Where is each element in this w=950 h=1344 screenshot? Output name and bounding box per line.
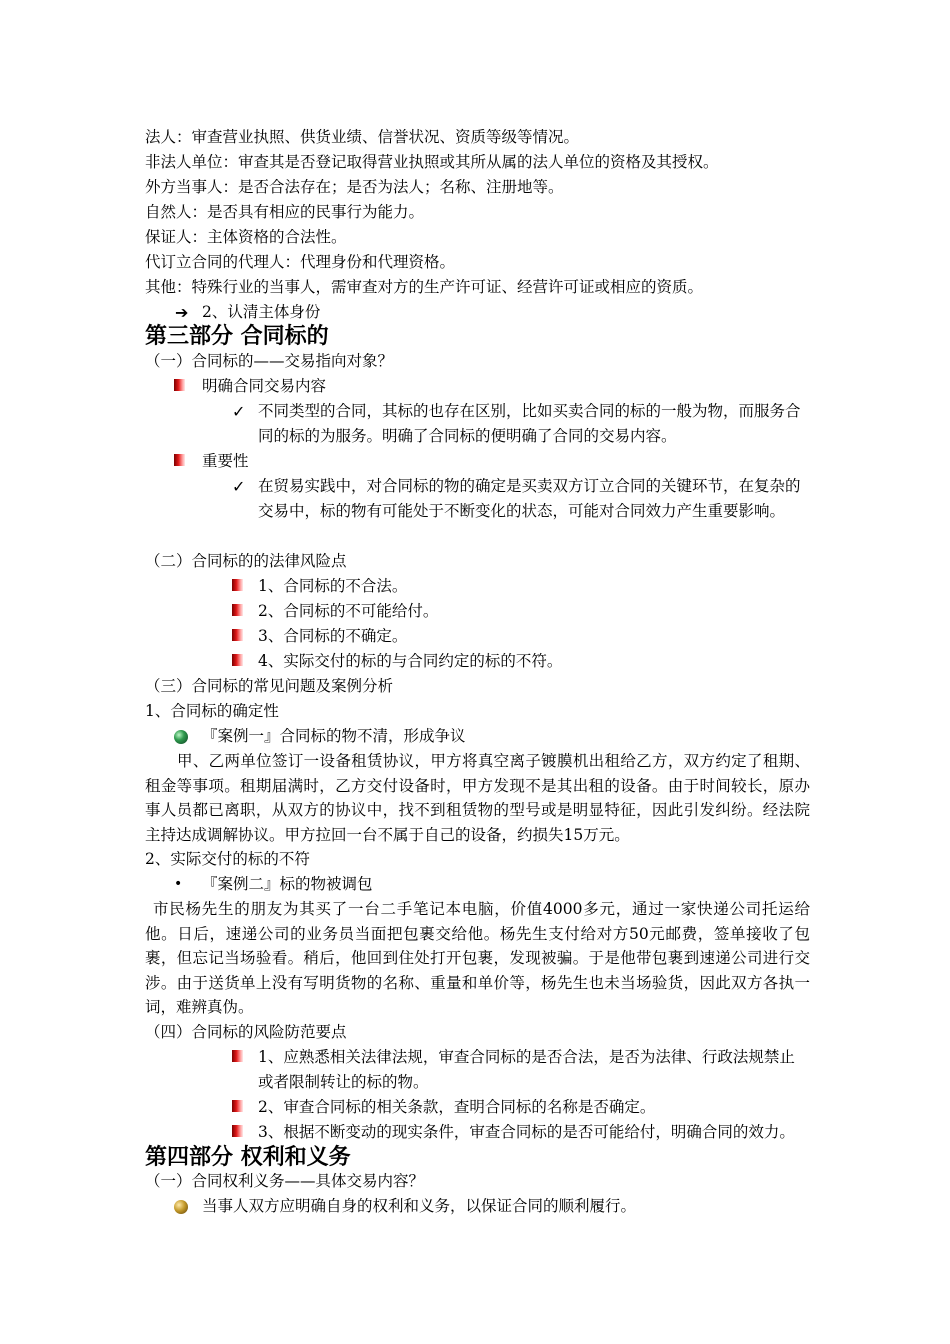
bullet-dot-icon: • [174, 876, 183, 892]
checkmark-icon: ✓ [232, 402, 246, 421]
arrow-right-icon: ➔ [175, 303, 189, 322]
importance-text: 在贸易实践中，对合同标的物的确定是买卖双方订立合同的关键环节，在复杂的交易中，标的物有可能处于不断变化的状态，可能对合同效力产生重要影响。 [258, 477, 801, 520]
subject-item-legal-person: 法人：审查营业执照、供货业绩、信誉状况、资质等级等情况。 [145, 128, 580, 146]
arrow-item: 2、认清主体身份 [202, 303, 321, 321]
part3-section-3: （三）合同标的常见问题及案例分析 [145, 677, 394, 695]
bullet-importance: 重要性 [202, 452, 249, 470]
part4-section-1: （一）合同权利义务——具体交易内容？ [145, 1172, 425, 1190]
prevention-item: 1、应熟悉相关法律法规，审查合同标的是否合法，是否为法律、行政法规禁止或者限制转让的标的物。 [258, 1048, 795, 1091]
part3-section-2: （二）合同标的的法律风险点 [145, 552, 347, 570]
risk-item: 3、合同标的不确定。 [258, 627, 408, 645]
red-square-bullet-icon [232, 654, 243, 666]
question-delivery-mismatch: 2、实际交付的标的不符 [145, 850, 310, 868]
subject-item-natural-person: 自然人：是否具有相应的民事行为能力。 [145, 203, 425, 221]
risk-item: 2、合同标的不可能给付。 [258, 602, 439, 620]
bullet-clarify-content: 明确合同交易内容 [202, 377, 327, 395]
prevention-item: 2、审查合同标的相关条款，查明合同标的名称是否确定。 [258, 1098, 656, 1116]
red-square-bullet-icon [232, 1125, 243, 1137]
red-square-bullet-icon [232, 629, 243, 641]
clarify-content-text: 不同类型的合同，其标的也存在区别，比如买卖合同的标的一般为物，而服务合同的标的为服务。明确了合同标的便明确了合同的交易内容。 [258, 402, 801, 445]
prevention-item: 3、根据不断变动的现实条件，审查合同标的是否可能给付，明确合同的效力。 [258, 1123, 795, 1141]
subject-item-foreign-party: 外方当事人：是否合法存在；是否为法人；名称、注册地等。 [145, 178, 564, 196]
part3-section-4: （四）合同标的风险防范要点 [145, 1023, 347, 1041]
part4-heading: 第四部分 权利和义务 [145, 1145, 351, 1170]
case2-title: 『案例二』标的物被调包 [202, 875, 373, 893]
red-square-bullet-icon [232, 579, 243, 591]
red-square-bullet-icon [174, 454, 185, 466]
red-square-bullet-icon [232, 1100, 243, 1112]
gold-ball-bullet-icon [174, 1200, 188, 1214]
case1-body: 甲、乙两单位签订一设备租赁协议，甲方将真空离子镀膜机出租给乙方，双方约定了租期、租金等事项。租期届满时，乙方交付设备时，甲方发现不是其出租的设备。由于时间较长，原办事人员都已离职，从双方的协议中，找不到租赁物的型号或是明显特征，因此引发纠纷。经法院主持达成调解协议。甲方拉回一台不属于自己的设备，约损失15万元。 [145, 752, 810, 844]
rights-obligations-item: 当事人双方应明确自身的权利和义务，以保证合同的顺利履行。 [202, 1197, 637, 1215]
part3-heading: 第三部分 合同标的 [145, 324, 329, 349]
subject-item-guarantor: 保证人：主体资格的合法性。 [145, 228, 347, 246]
subject-item-agent: 代订立合同的代理人：代理身份和代理资格。 [145, 253, 456, 271]
subject-item-other: 其他：特殊行业的当事人，需审查对方的生产许可证、经营许可证或相应的资质。 [145, 278, 704, 296]
part3-section-1: （一）合同标的——交易指向对象？ [145, 352, 394, 370]
red-square-bullet-icon [232, 1050, 243, 1062]
red-square-bullet-icon [232, 604, 243, 616]
subject-item-non-legal-unit: 非法人单位：审查其是否登记取得营业执照或其所从属的法人单位的资格及其授权。 [145, 153, 719, 171]
case1-title: 『案例一』合同标的物不清，形成争议 [202, 727, 466, 745]
question-certainty: 1、合同标的确定性 [145, 702, 279, 720]
red-square-bullet-icon [174, 379, 185, 391]
risk-item: 4、实际交付的标的与合同约定的标的不符。 [258, 652, 563, 670]
green-ball-bullet-icon [174, 730, 188, 744]
checkmark-icon: ✓ [232, 477, 246, 496]
case2-body: 市民杨先生的朋友为其买了一台二手笔记本电脑，价值4000多元，通过一家快递公司托运给他。日后，速递公司的业务员当面把包裹交给他。杨先生支付给对方50元邮费，签单接收了包裹，但忘记当场验看。稍后，他回到住处打开包裹，发现被骗。于是他带包裹到速递公司进行交涉。由于送货单上没有写明货物的名称、重量和单价等，杨先生也未当场验货，因此双方各执一词，难辨真伪。 [145, 900, 810, 1016]
risk-item: 1、合同标的不合法。 [258, 577, 408, 595]
